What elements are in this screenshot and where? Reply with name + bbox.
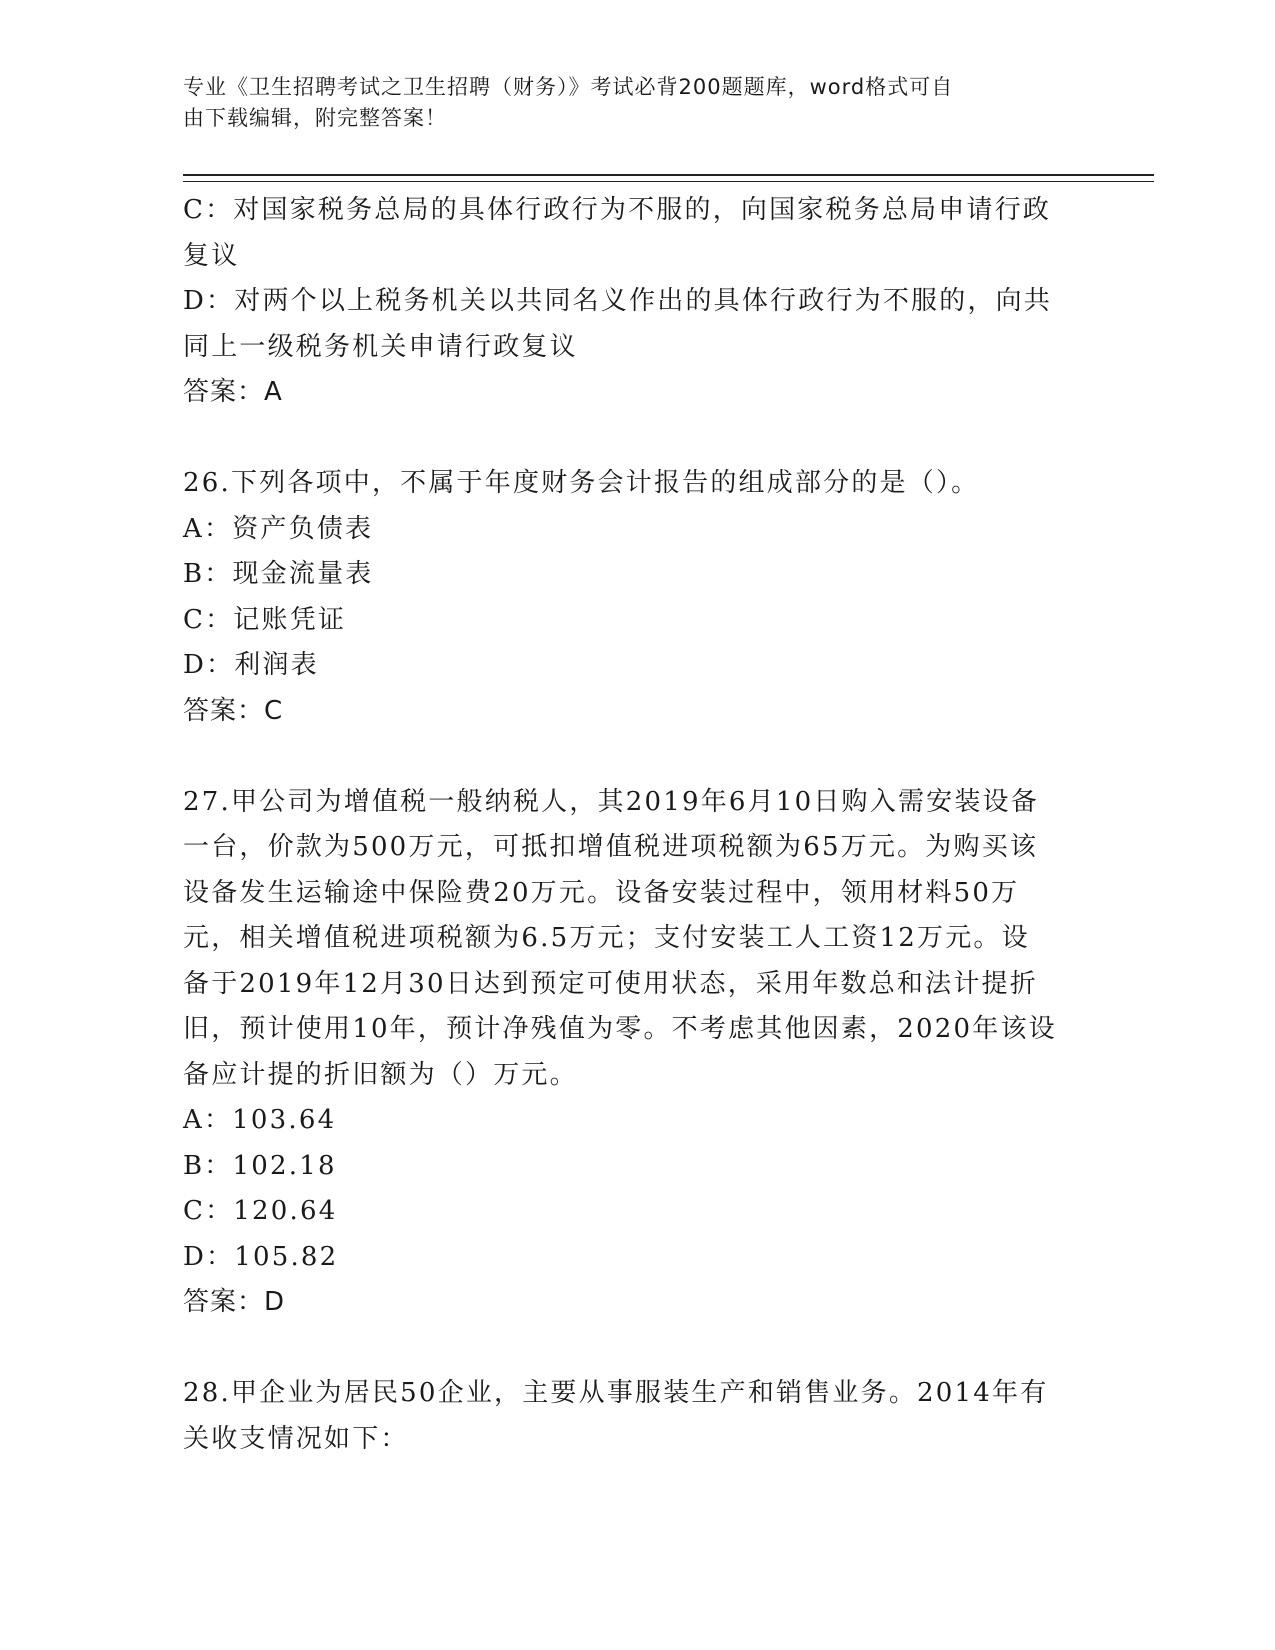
header-line-2: 由下载编辑，附完整答案！ xyxy=(183,106,447,130)
q28-stem-line-1: 28.甲企业为居民50企业，主要从事服装生产和销售业务。2014年有 xyxy=(183,1378,1049,1408)
spacer xyxy=(183,1326,1088,1372)
q25-option-c-line-2: 复议 xyxy=(183,240,240,271)
q27-option-a: A：103.64 xyxy=(183,1105,337,1135)
q27-stem-line-4: 元，相关增值税进项税额为6.5万元；支付安装工人工资12万元。设 xyxy=(183,923,1030,953)
header-divider-thick xyxy=(183,174,1154,176)
q25-answer: 答案：A xyxy=(183,377,283,407)
q26-option-a: A：资产负债表 xyxy=(183,513,374,544)
q27-answer: 答案：D xyxy=(183,1287,286,1317)
q27-option-b: B：102.18 xyxy=(183,1150,337,1181)
q27-stem-line-2: 一台，价款为500万元，可抵扣增值税进项税额为65万元。为购买该 xyxy=(183,832,1039,862)
q27-stem-line-6: 旧，预计使用10年，预计净残值为零。不考虑其他因素，2020年该设 xyxy=(183,1014,1057,1044)
q28-stem-line-2: 关收支情况如下： xyxy=(183,1423,409,1454)
q27-stem-line-3: 设备发生运输途中保险费20万元。设备安装过程中，领用材料50万 xyxy=(183,877,1020,908)
q26-option-d: D：利润表 xyxy=(183,650,319,680)
q26-option-b: B：现金流量表 xyxy=(183,559,374,589)
q26-stem: 26.下列各项中，不属于年度财务会计报告的组成部分的是（）。 xyxy=(183,468,980,498)
header-divider-thin xyxy=(183,181,1154,182)
q27-stem-line-5: 备于2019年12月30日达到预定可使用状态，采用年数总和法计提折 xyxy=(183,968,1038,999)
question-26 xyxy=(183,461,1088,734)
question-25-continued xyxy=(183,188,1088,416)
q25-option-c-line-1: C：对国家税务总局的具体行政行为不服的，向国家税务总局申请行政 xyxy=(183,195,1052,225)
document-body xyxy=(183,188,1088,1462)
question-27 xyxy=(183,780,1088,1326)
header-line-1: 专业《卫生招聘考试之卫生招聘（财务）》考试必背200题题库，word格式可自 xyxy=(183,75,954,99)
q27-option-d: D：105.82 xyxy=(183,1241,339,1272)
q27-stem-line-1: 27.甲公司为增值税一般纳税人，其2019年6月10日购入需安装设备 xyxy=(183,786,1039,817)
q27-option-c: C：120.64 xyxy=(183,1196,338,1226)
q26-answer: 答案：C xyxy=(183,695,284,726)
q27-stem-line-7: 备应计提的折旧额为（）万元。 xyxy=(183,1059,578,1090)
q26-option-c: C：记账凭证 xyxy=(183,604,347,635)
document-header xyxy=(183,72,1063,134)
q25-option-d-line-1: D：对两个以上税务机关以共同名义作出的具体行政行为不服的，向共 xyxy=(183,286,1053,316)
spacer xyxy=(183,734,1088,780)
question-28 xyxy=(183,1371,1088,1462)
spacer xyxy=(183,416,1088,462)
q25-option-d-line-2: 同上一级税务机关申请行政复议 xyxy=(183,331,578,362)
